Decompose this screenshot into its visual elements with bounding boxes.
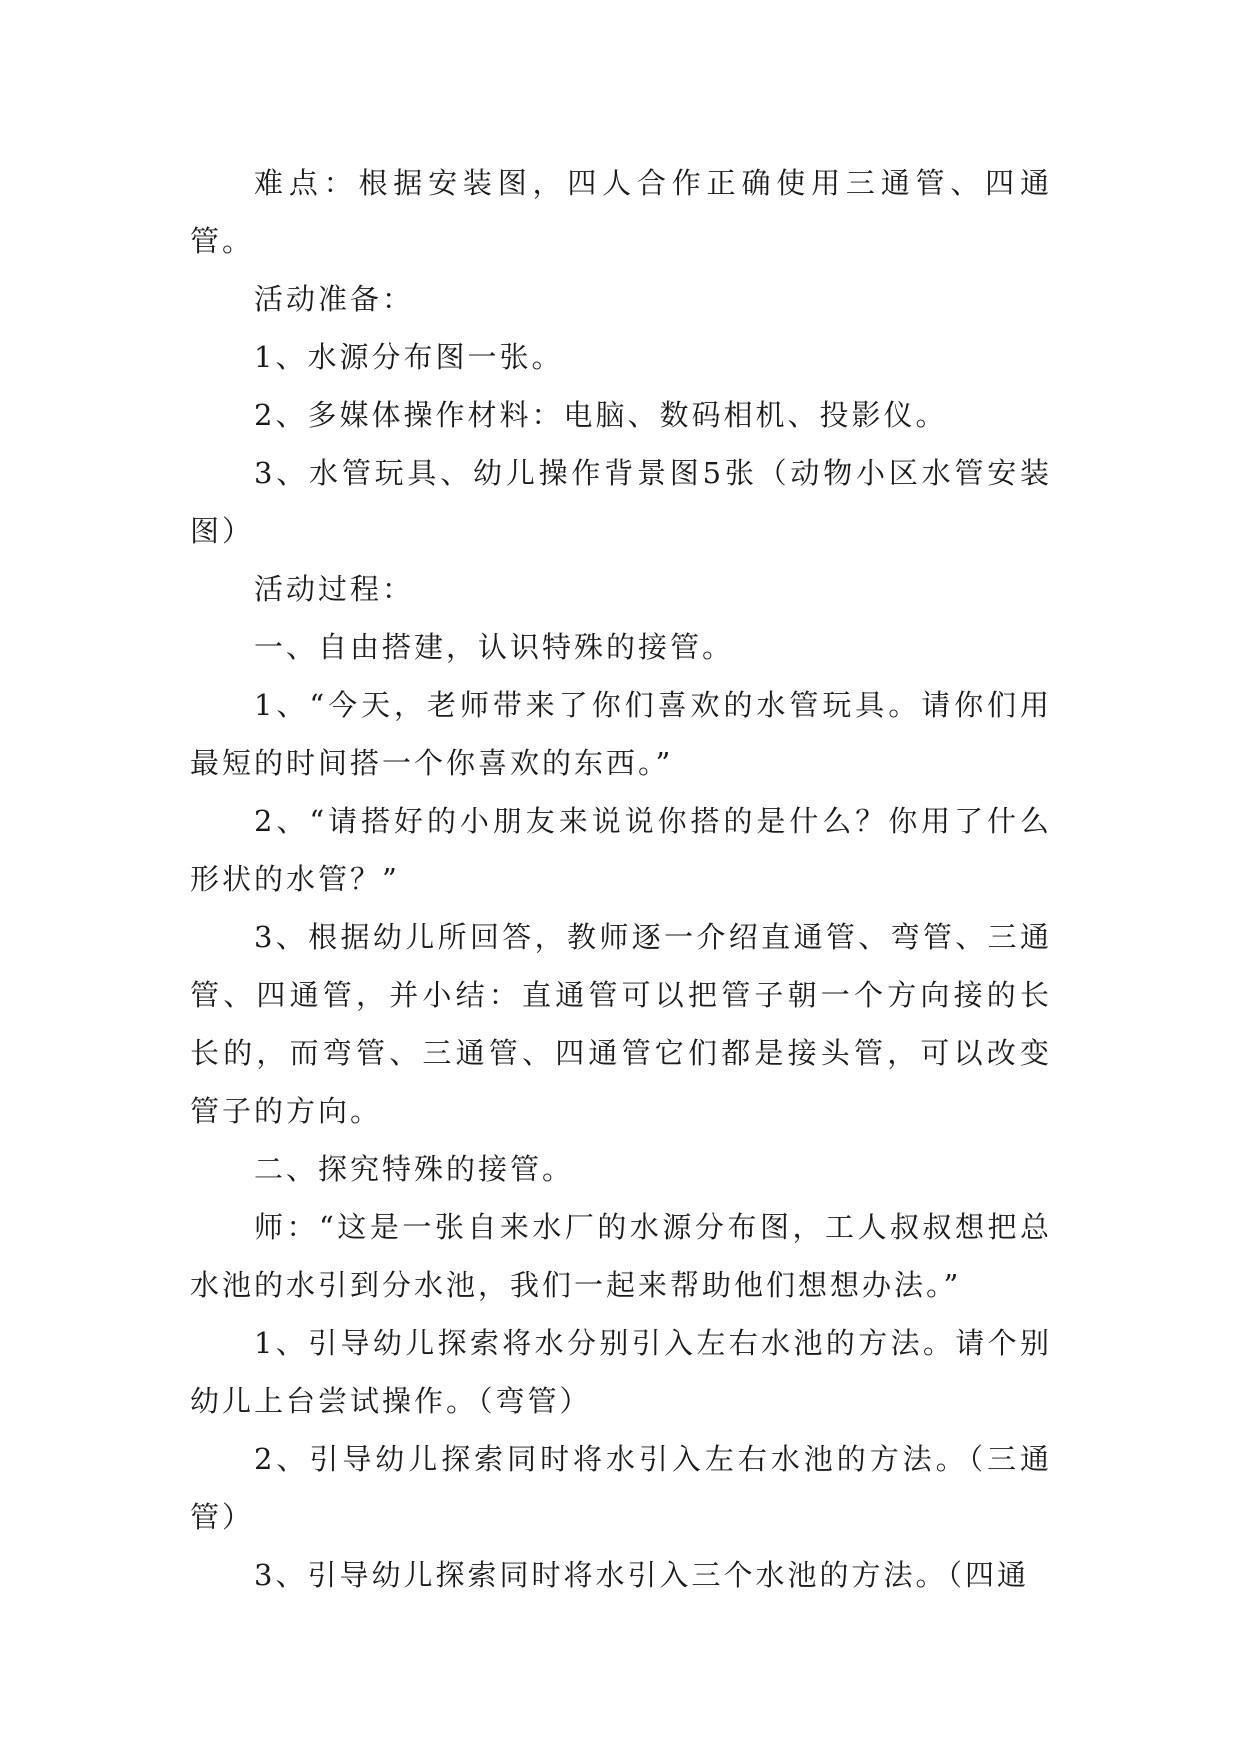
paragraph-section-two-item-2: 2、引导幼儿探索同时将水引入左右水池的方法。（三通管） [190, 1442, 1052, 1534]
heading-section-one: 一、自由搭建，认识特殊的接管。 [254, 630, 735, 664]
document-body [190, 154, 1052, 1604]
heading-section-two: 二、探究特殊的接管。 [254, 1152, 575, 1186]
paragraph-difficulty: 难点：根据安装图，四人合作正确使用三通管、四通管。 [190, 166, 1052, 258]
heading-activity-preparation: 活动准备： [254, 282, 415, 316]
paragraph-teacher-quote: 师：“这是一张自来水厂的水源分布图，工人叔叔想把总水池的水引到分水池，我们一起来帮助他们想想办法。” [190, 1210, 1052, 1302]
paragraph-section-one-item-3: 3、根据幼儿所回答，教师逐一介绍直通管、弯管、三通管、四通管，并小结：直通管可以把管子朝一个方向接的长长的，而弯管、三通管、四通管它们都是接头管，可以改变管子的方向。 [190, 920, 1052, 1128]
paragraph-section-one-item-1: 1、“今天，老师带来了你们喜欢的水管玩具。请你们用最短的时间搭一个你喜欢的东西。” [190, 688, 1052, 780]
paragraph-section-one-item-2: 2、“请搭好的小朋友来说说你搭的是什么？你用了什么形状的水管？” [190, 804, 1052, 896]
paragraph-prep-item-3: 3、水管玩具、幼儿操作背景图5张（动物小区水管安装图） [190, 456, 1052, 548]
paragraph-section-two-item-1: 1、引导幼儿探索将水分别引入左右水池的方法。请个别幼儿上台尝试操作。（弯管） [190, 1326, 1052, 1418]
paragraph-prep-item-2: 2、多媒体操作材料：电脑、数码相机、投影仪。 [254, 398, 948, 432]
paragraph-prep-item-1: 1、水源分布图一张。 [254, 340, 564, 374]
paragraph-section-two-item-3: 3、引导幼儿探索同时将水引入三个水池的方法。（四通 [254, 1558, 1029, 1592]
heading-activity-process: 活动过程： [254, 572, 415, 606]
